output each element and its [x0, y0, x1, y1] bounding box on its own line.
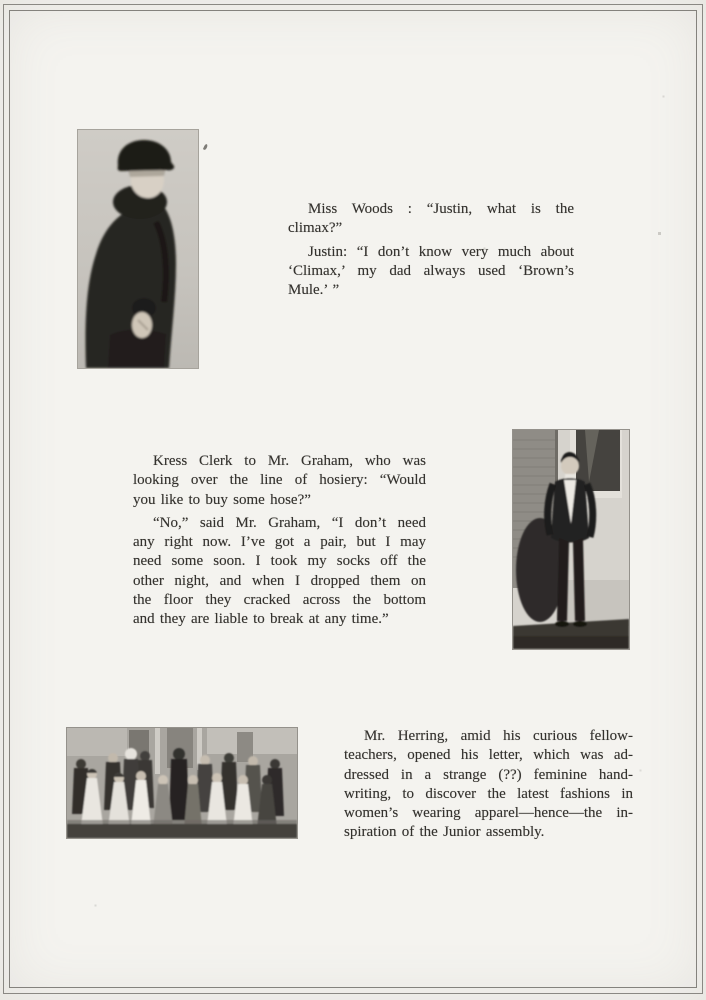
paragraph [133, 514, 426, 630]
text-line: Kress Clerk to Mr. Graham, who was [153, 453, 426, 469]
text-line: other night, and when I dropped them on [133, 572, 426, 589]
photo-student-in-cap [78, 130, 198, 368]
text-line: need some soon. I took my socks off the [133, 553, 426, 570]
text-line: Mule.’ ” [288, 282, 340, 299]
photo-student-in-cap-image [78, 130, 198, 368]
paragraph [344, 727, 633, 843]
paragraph [288, 243, 574, 301]
paragraph [288, 200, 574, 239]
photo-group-image [67, 728, 297, 838]
print-speck [203, 144, 208, 151]
anecdote-climax [288, 200, 574, 300]
anecdote-herring [344, 727, 633, 843]
text-line: “No,” said Mr. Graham, “I don’t need [153, 514, 426, 531]
text-line: ‘Climax,’ my dad always used ‘Brown’s [288, 262, 574, 279]
text-line: Justin: “I don’t know very much about [308, 243, 574, 260]
paper-specks [0, 0, 1, 1]
text-line: teachers, opened his letter, which was ad- [344, 747, 633, 764]
text-line: women’s wearing apparel—hence—the in- [344, 805, 633, 822]
text-line: any right now. I’ve got a pair, but I may [133, 534, 426, 551]
text-line: dressed in a strange (??) feminine hand- [344, 766, 633, 783]
text-line: you like to buy some hose?” [133, 491, 311, 508]
photo-junior-assembly-group [67, 728, 297, 838]
photo-man-in-suit [513, 430, 629, 649]
anecdote-hosiery [133, 452, 426, 630]
text-line: Mr. Herring, amid his curious fellow- [364, 728, 633, 744]
text-line: and they are liable to break at any time.” [133, 611, 389, 628]
text-line: looking over the line of hosiery: “Would [133, 472, 426, 489]
text-line: writing, to discover the latest fashions in [344, 785, 633, 802]
photo-man-in-suit-image [513, 430, 629, 649]
text-line: climax?” [288, 220, 343, 237]
text-line: the floor they cracked across the bottom [133, 592, 426, 609]
text-line: Miss Woods : “Justin, what is the [308, 201, 574, 217]
paragraph [133, 452, 426, 510]
text-line: spiration of the Junior assembly. [344, 824, 545, 841]
